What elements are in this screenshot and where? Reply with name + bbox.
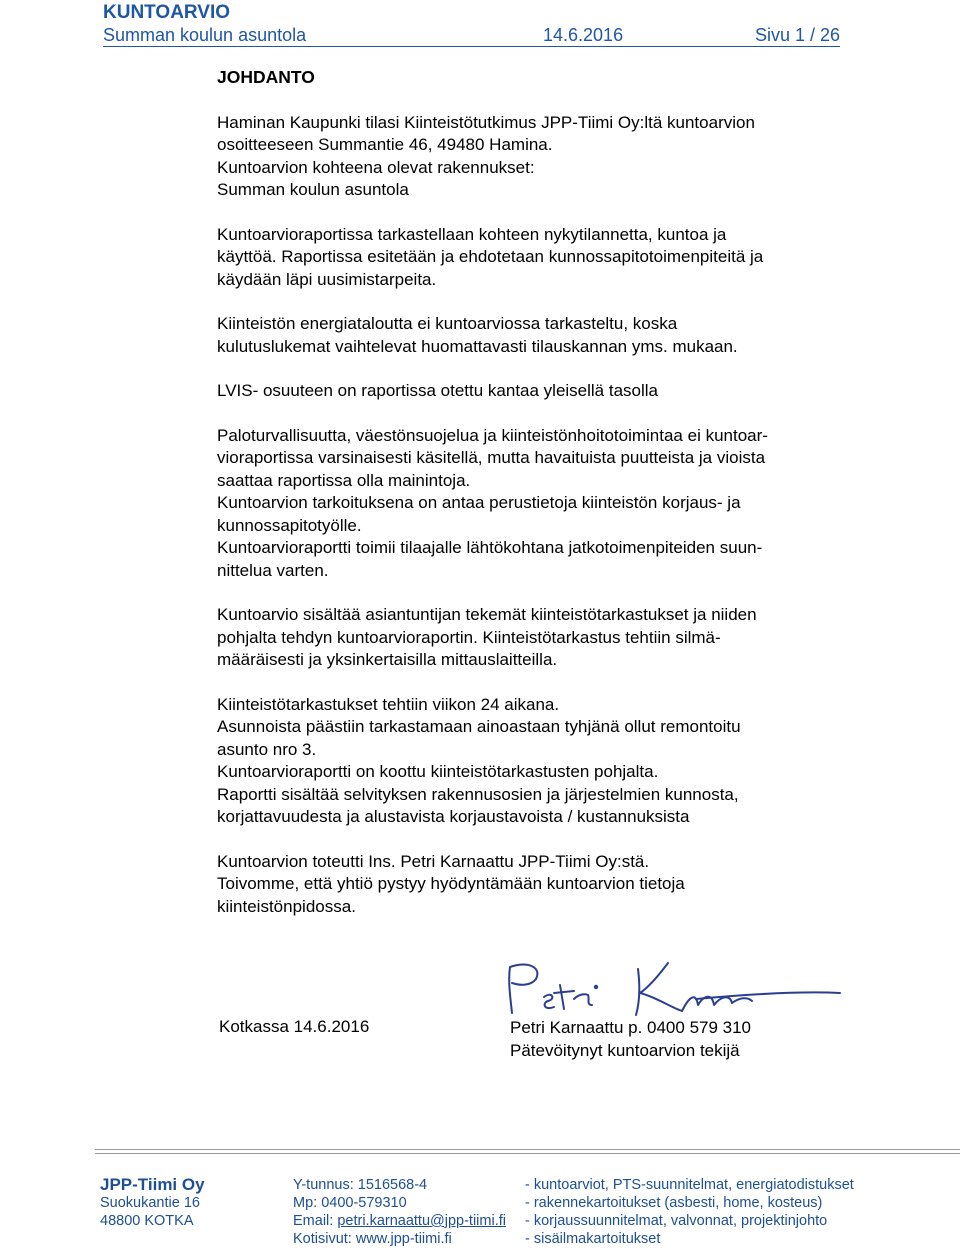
signer-role: Pätevöitynyt kuntoarvion tekijä — [510, 1040, 740, 1060]
paragraph-gap — [217, 291, 847, 313]
paragraph-gap — [217, 358, 847, 380]
body-line: käydään läpi uusimistarpeita. — [217, 269, 437, 289]
footer-website[interactable]: Kotisivut: www.jpp-tiimi.fi — [293, 1231, 452, 1247]
body-line: Kuntoarvion kohteena olevat rakennukset: — [217, 157, 535, 177]
body-text — [217, 112, 847, 919]
signature-place-date: Kotkassa 14.6.2016 — [219, 1017, 370, 1036]
footer-email-label: Email: — [293, 1213, 338, 1229]
body-line: Kuntoarvioraportissa tarkastellaan kohteen nykytilannetta, kuntoa ja — [217, 224, 727, 244]
body-line: Kiinteistön energiataloutta ei kuntoarviossa tarkasteltu, koska — [217, 314, 678, 333]
body-line: kulutuslukemat vaihtelevat huomattavasti tilauskannan yms. mukaan. — [217, 336, 738, 356]
body-line: kunnossapitotyölle. — [217, 515, 362, 535]
body-line: Kuntoarvioraportti on koottu kiinteistötarkastusten pohjalta. — [217, 762, 659, 781]
footer-ytunnus: Y-tunnus: 1516568-4 — [293, 1177, 428, 1193]
body-line: Summan koulun asuntola — [217, 180, 409, 199]
section-heading: JOHDANTO — [217, 67, 315, 87]
body-line: osoitteeseen Summantie 46, 49480 Hamina. — [217, 135, 553, 154]
body-line: Raportti sisältää selvityksen rakennusosien ja järjestelmien kunnosta, — [217, 784, 739, 804]
body-line: asunto nro 3. — [217, 739, 317, 759]
body-line: käyttöä. Raportissa esitetään ja ehdotetaan kunnossapitotoimenpiteitä ja — [217, 247, 764, 266]
body-line: Kuntoarvion tarkoituksena on antaa perustietoja kiinteistön korjaus- ja — [217, 493, 741, 512]
body-line: Kiinteistötarkastukset tehtiin viikon 24 aikana. — [217, 694, 560, 714]
footer-rule — [95, 1149, 960, 1154]
header-info — [103, 25, 840, 47]
paragraph-gap — [217, 202, 847, 224]
body-line: nittelua varten. — [217, 560, 329, 580]
body-line: saattaa raportissa olla mainintoja. — [217, 470, 471, 490]
footer-service-item: - rakennekartoitukset (asbesti, home, kosteus) — [525, 1195, 823, 1211]
footer-service-item: - kuntoarviot, PTS-suunnitelmat, energiatodistukset — [525, 1177, 854, 1193]
signature-image — [500, 955, 845, 1025]
body-line: Kuntoarvio sisältää asiantuntijan tekemät kiinteistötarkastukset ja niiden — [217, 605, 757, 624]
paragraph-gap — [217, 672, 847, 694]
footer-services-block — [525, 1176, 854, 1248]
header-subtitle: Summan koulun asuntola — [103, 25, 307, 45]
footer-service-item: - korjaussuunnitelmat, valvonnat, projektinjohto — [525, 1213, 828, 1229]
footer-email-line — [293, 1212, 506, 1230]
document-body — [217, 66, 847, 918]
header-rule — [103, 46, 840, 47]
report-title: KUNTOARVIO — [103, 2, 231, 23]
body-line: määräisesti ja yksinkertaisilla mittauslaitteilla. — [217, 650, 558, 669]
signer-name-phone: Petri Karnaattu p. 0400 579 310 — [510, 1018, 752, 1037]
header-page-number: Sivu 1 / 26 — [754, 25, 840, 45]
body-line: Haminan Kaupunki tilasi Kiinteistötutkimus JPP-Tiimi Oy:ltä kuntoarvion — [217, 112, 755, 132]
body-line: LVIS- osuuteen on raportissa otettu kantaa yleisellä tasolla — [217, 381, 659, 400]
paragraph-gap — [217, 403, 847, 425]
paragraph-gap — [217, 582, 847, 604]
body-line: vioraportissa varsinaisesti käsitellä, mutta havaituista puutteista ja vioista — [217, 448, 766, 467]
footer-company-block — [100, 1176, 205, 1230]
body-line: pohjalta tehdyn kuntoarvioraportin. Kiinteistötarkastus tehtiin silmä- — [217, 627, 721, 647]
body-line: Kuntoarvion toteutti Ins. Petri Karnaattu JPP-Tiimi Oy:stä. — [217, 851, 650, 871]
body-line: korjattavuudesta ja alustavista korjaustavoista / kustannuksista — [217, 807, 690, 826]
footer-city: 48800 KOTKA — [100, 1213, 194, 1229]
footer-contact-block — [293, 1176, 506, 1248]
body-line: Asunnoista päästiin tarkastamaan ainoastaan tyhjänä ollut remontoitu — [217, 717, 741, 736]
header-date: 14.6.2016 — [543, 25, 624, 45]
paragraph-gap — [217, 829, 847, 851]
footer-service-item: - sisäilmakartoitukset — [525, 1231, 661, 1247]
body-line: kiinteistönpidossa. — [217, 896, 356, 916]
footer-phone: Mp: 0400-579310 — [293, 1195, 407, 1211]
body-line: Kuntoarvioraportti toimii tilaajalle lähtökohtana jatkotoimenpiteiden suun- — [217, 538, 763, 557]
body-line: Toivomme, että yhtiö pystyy hyödyntämään kuntoarvion tietoja — [217, 874, 685, 893]
body-line: Paloturvallisuutta, väestönsuojelua ja kiinteistönhoitotoimintaa ei kuntoar- — [217, 425, 768, 445]
footer-company-name: JPP-Tiimi Oy — [100, 1175, 205, 1194]
footer-street: Suokukantie 16 — [100, 1195, 200, 1211]
signature-block — [510, 1017, 751, 1062]
footer-email-link[interactable]: petri.karnaattu@jpp-tiimi.fi — [337, 1213, 506, 1229]
